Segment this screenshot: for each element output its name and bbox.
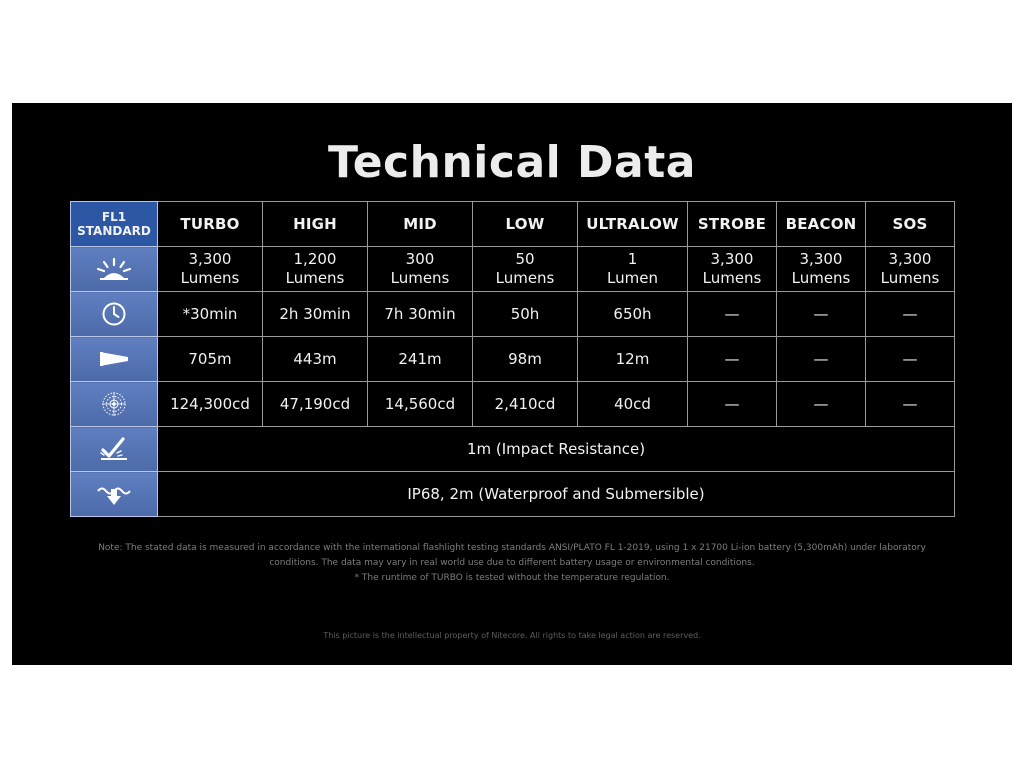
output-row — [71, 247, 955, 292]
beam-distance-icon — [97, 348, 131, 370]
output-cell — [158, 247, 263, 292]
output-cell — [866, 247, 955, 292]
beam-distance-cell: — — [688, 337, 777, 382]
output-cell — [777, 247, 866, 292]
runtime-row — [71, 292, 955, 337]
intensity-icon — [99, 389, 129, 419]
output-value: 3,300 — [799, 250, 843, 268]
technical-data-panel — [12, 103, 1012, 665]
beam-distance-row — [71, 337, 955, 382]
standard-label — [71, 202, 158, 247]
page-title: Technical Data — [328, 137, 696, 188]
intensity-icon-cell — [71, 382, 158, 427]
beam-distance-icon-cell — [71, 337, 158, 382]
beam-distance-cell: — — [777, 337, 866, 382]
mode-header: TURBO — [158, 202, 263, 247]
beam-distance-cell: 705m — [158, 337, 263, 382]
impact-resistance-icon — [97, 434, 131, 464]
impact-resistance-row — [71, 427, 955, 472]
copyright-notice: This picture is the intellectual property of Nitecore. All rights to take legal action are reserved. — [323, 631, 701, 640]
output-unit: Lumens — [495, 269, 555, 287]
mode-header: MID — [368, 202, 473, 247]
intensity-cell: 40cd — [578, 382, 688, 427]
output-value: 3,300 — [888, 250, 932, 268]
beam-distance-cell: 241m — [368, 337, 473, 382]
intensity-cell: 14,560cd — [368, 382, 473, 427]
clock-icon — [100, 300, 128, 328]
standard-label-line2: STANDARD — [77, 224, 151, 238]
waterproof-cell: IP68, 2m (Waterproof and Submersible) — [158, 472, 955, 517]
output-cell — [368, 247, 473, 292]
intensity-cell: — — [777, 382, 866, 427]
runtime-cell: *30min — [158, 292, 263, 337]
output-value: 3,300 — [710, 250, 754, 268]
output-cell — [688, 247, 777, 292]
runtime-icon-cell — [71, 292, 158, 337]
output-unit: Lumens — [390, 269, 450, 287]
output-cell — [578, 247, 688, 292]
beam-distance-cell: 443m — [263, 337, 368, 382]
output-unit: Lumens — [180, 269, 240, 287]
standard-label-line1: FL1 — [101, 210, 127, 224]
intensity-cell: 124,300cd — [158, 382, 263, 427]
intensity-cell: 47,190cd — [263, 382, 368, 427]
footnote-line: conditions. The data may vary in real world use due to different battery usage or environmental conditions. — [269, 558, 755, 568]
intensity-cell: — — [688, 382, 777, 427]
output-unit: Lumens — [702, 269, 762, 287]
mode-header: BEACON — [777, 202, 866, 247]
spec-table — [70, 201, 955, 517]
runtime-cell: — — [777, 292, 866, 337]
runtime-cell: 50h — [473, 292, 578, 337]
output-value: 300 — [405, 250, 435, 268]
beam-distance-cell: — — [866, 337, 955, 382]
output-value: 3,300 — [188, 250, 232, 268]
runtime-cell: 650h — [578, 292, 688, 337]
table-header-row — [71, 202, 955, 247]
mode-header: ULTRALOW — [578, 202, 688, 247]
mode-header: LOW — [473, 202, 578, 247]
intensity-cell: — — [866, 382, 955, 427]
output-cell — [473, 247, 578, 292]
output-value: 50 — [515, 250, 535, 268]
beam-distance-cell: 12m — [578, 337, 688, 382]
impact-resistance-cell: 1m (Impact Resistance) — [158, 427, 955, 472]
mode-header: HIGH — [263, 202, 368, 247]
output-unit: Lumens — [285, 269, 345, 287]
waterproof-row — [71, 472, 955, 517]
output-cell — [263, 247, 368, 292]
footnote — [72, 541, 952, 586]
footnote-line: * The runtime of TURBO is tested without the temperature regulation. — [354, 573, 670, 583]
output-value: 1,200 — [293, 250, 337, 268]
output-value: 1 — [627, 250, 638, 268]
intensity-row — [71, 382, 955, 427]
brightness-icon — [94, 256, 134, 282]
output-unit: Lumen — [607, 269, 658, 287]
output-unit: Lumens — [791, 269, 851, 287]
beam-distance-cell: 98m — [473, 337, 578, 382]
runtime-cell: 2h 30min — [263, 292, 368, 337]
output-unit: Lumens — [880, 269, 940, 287]
output-icon-cell — [71, 247, 158, 292]
runtime-cell: — — [866, 292, 955, 337]
mode-header: SOS — [866, 202, 955, 247]
waterproof-icon — [95, 480, 133, 508]
runtime-cell: — — [688, 292, 777, 337]
waterproof-icon-cell — [71, 472, 158, 517]
impact-resistance-icon-cell — [71, 427, 158, 472]
intensity-cell: 2,410cd — [473, 382, 578, 427]
mode-header: STROBE — [688, 202, 777, 247]
runtime-cell: 7h 30min — [368, 292, 473, 337]
footnote-line: Note: The stated data is measured in accordance with the international flashlight testing standards ANSI/PLATO FL 1-2019, using 1 x 21700 Li-ion battery (5,300mAh) under laboratory — [98, 543, 926, 553]
